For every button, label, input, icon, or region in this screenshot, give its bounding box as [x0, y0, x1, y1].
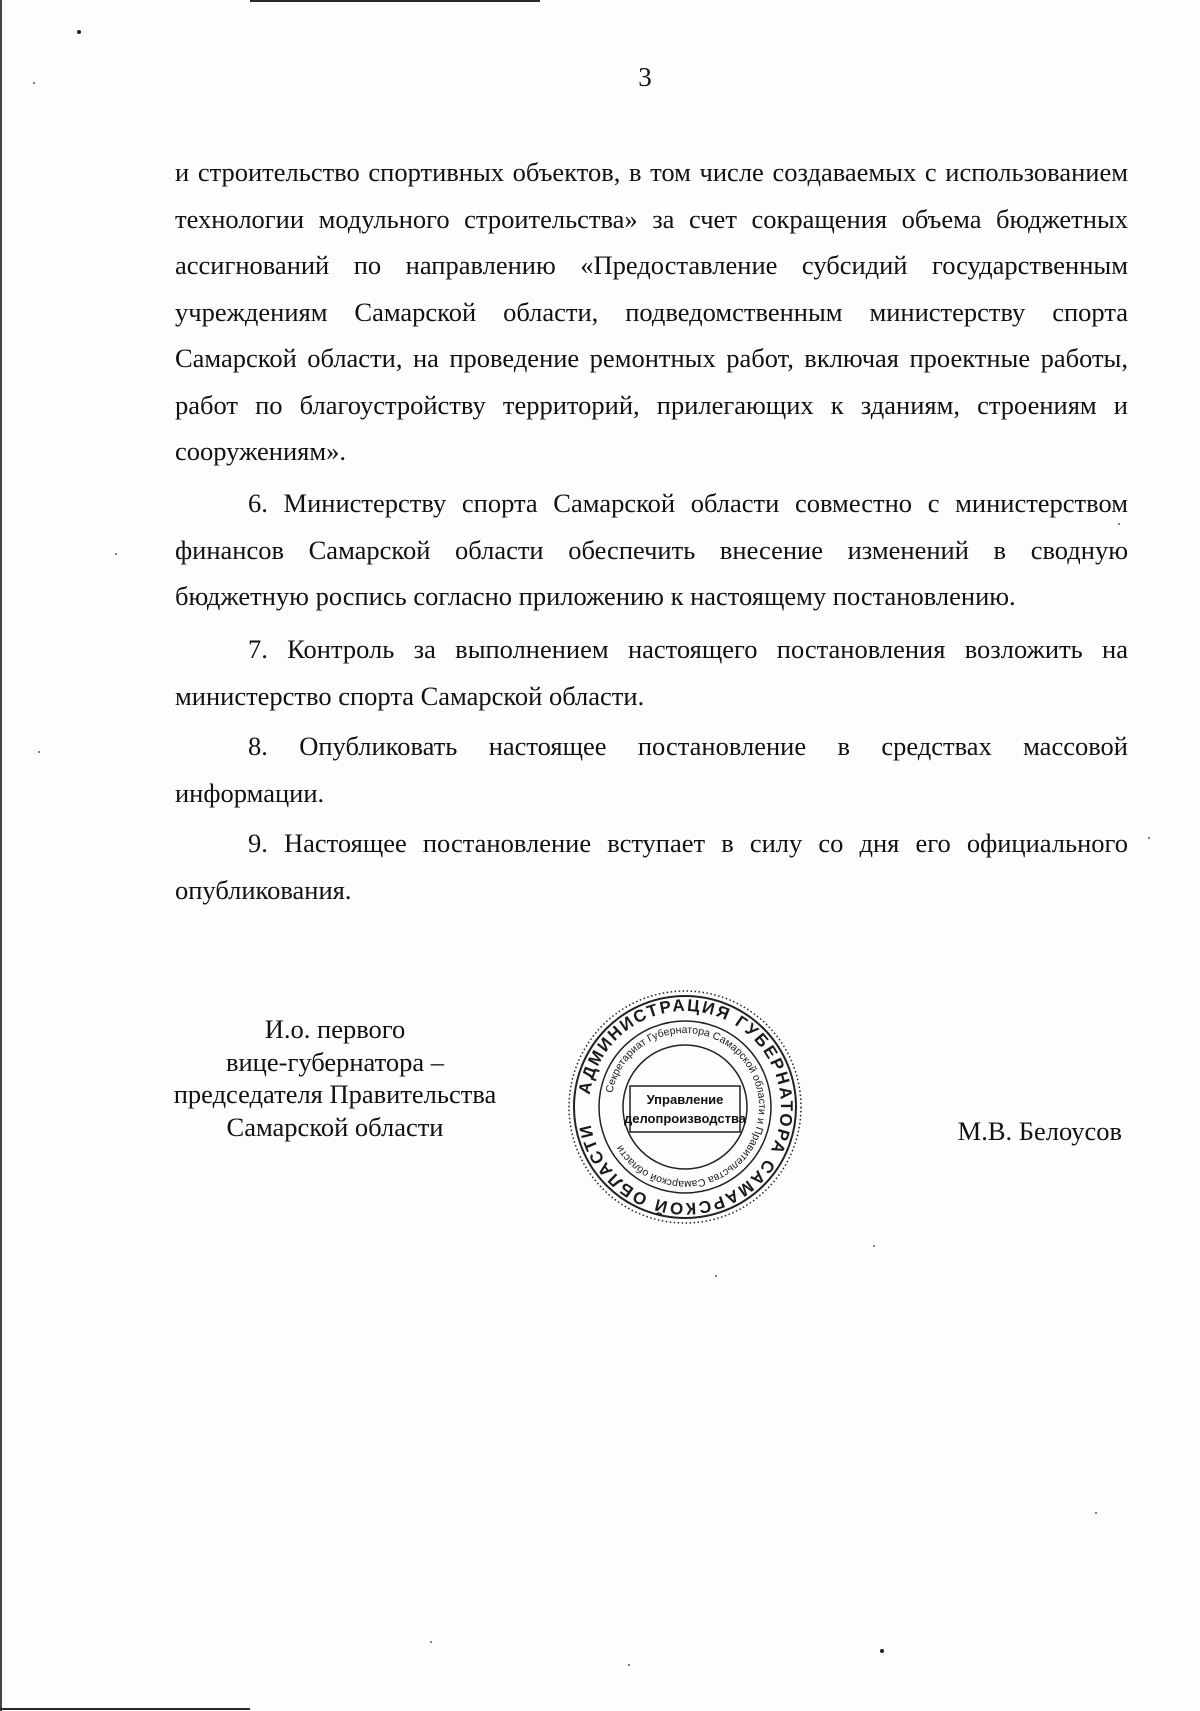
scan-speck: [33, 82, 35, 84]
paragraph-continuation: и строительство спортивных объектов, в том числе создаваемых с использованием технологии модульного строительства» за счет сокращения объема бюджетных ассигнований по направлению «Предоставление субсидий государственным учреждениям Самарской области, подведомственным министерству спорта Самарской области, на проведение ремонтных работ, включая проектные работы, работ по благоустройству территорий, прилегающих к зданиям, строениям и сооружениям».: [175, 157, 1128, 466]
scan-speck: [873, 1245, 875, 1247]
scan-speck: [430, 1641, 432, 1643]
signatory-name: М.В. Белоусов: [957, 1116, 1122, 1146]
scan-speck: [77, 30, 81, 34]
stamp-seal-icon: [566, 988, 804, 1226]
scan-artifact-bottom: [0, 1708, 250, 1710]
signatory-title-line: председателя Правительства: [173, 1079, 497, 1109]
scan-speck: [715, 1275, 717, 1277]
paragraph-item-7: 7. Контроль за выполнением настоящего постановления возложить на министерство спорта Самарской области.: [175, 634, 1128, 711]
page-number: 3: [638, 62, 652, 92]
signatory-title-line: Самарской области: [226, 1111, 444, 1142]
signatory-title-line: вице-губернатора –: [225, 1046, 444, 1077]
paragraph-item-9: 9. Настоящее постановление вступает в силу со дня его официального опубликования.: [175, 828, 1128, 905]
stamp-outer-text: АДМИНИСТРАЦИЯ ГУБЕРНАТОРА САМАРСКОЙ ОБЛАСТИ: [574, 995, 797, 1219]
stamp-center-line: Управление: [646, 1092, 724, 1107]
scan-speck: [115, 553, 117, 555]
signatory-title: [130, 1013, 540, 1143]
scan-artifact-left-edge: [0, 0, 2, 1711]
paragraph-item-6: 6. Министерству спорта Самарской области совместно с министерством финансов Самарской области обеспечить внесение изменений в сводную бюджетную роспись согласно приложению к настоящему постановлению.: [175, 488, 1128, 611]
scan-speck: [1148, 837, 1150, 839]
scan-speck: [38, 751, 40, 753]
paragraph-item-8: 8. Опубликовать настоящее постановление в средствах массовой информации.: [175, 731, 1128, 808]
official-stamp: [566, 988, 804, 1226]
signatory-title-line: И.о. первого: [264, 1014, 406, 1044]
scan-speck: [880, 1649, 884, 1653]
stamp-inner-text: Секретариат Губернатора Самарской области и Правительства Самарской области: [603, 1023, 769, 1191]
scan-speck: [628, 1664, 630, 1666]
stamp-center-line: делопроизводства: [623, 1111, 747, 1126]
scan-artifact-top: [250, 0, 540, 2]
scan-speck: [1095, 1512, 1097, 1514]
